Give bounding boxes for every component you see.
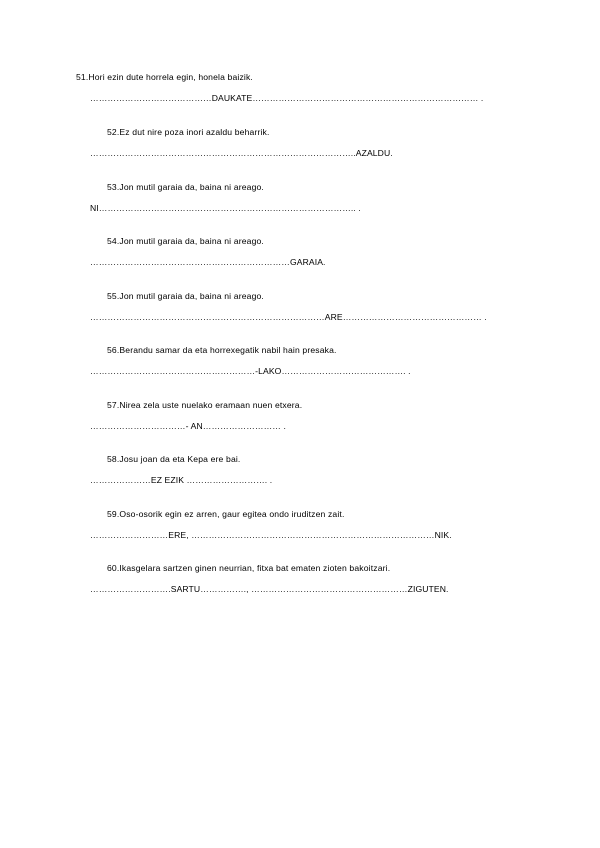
exercise-answer-line: …………………EZ EZIK ………………………. . [90,475,273,485]
exercise-prompt: 57.Nirea zela uste nuelako eramaan nuen etxera. [107,400,303,410]
exercise-prompt: 52.Ez dut nire poza inori azaldu beharrik. [107,127,270,137]
exercise-prompt: 59.Oso-osorik egin ez arren, gaur egitea ondo iruditzen zait. [107,509,345,519]
exercise-answer-line: ……………………………- AN……………………… . [90,421,286,431]
exercise-answer-line: ……………………….SARTU……………., ………………………………………………ZIGUTEN. [90,584,449,594]
exercise-answer-line: ………………………………………………………………………………..AZALDU. [90,148,393,158]
exercise-prompt: 60.Ikasgelara sartzen ginen neurrian, fitxa bat ematen zioten bakoitzari. [107,563,391,573]
exercise-prompt: 56.Berandu samar da eta horrexegatik nabil hain presaka. [107,345,337,355]
exercise-answer-line: ……………………………………DAUKATE…………………………………………………………………… . [90,93,484,103]
exercise-prompt: 55.Jon mutil garaia da, baina ni areago. [107,291,264,301]
exercise-prompt: 51.Hori ezin dute horrela egin, honela baizik. [76,72,253,82]
exercise-answer-line: ……………………………………………………………GARAIA. [90,257,326,267]
exercise-answer-line: ………………………ERE, …………………………………………………………………………NIK. [90,530,452,540]
exercise-prompt: 58.Josu joan da eta Kepa ere bai. [107,454,241,464]
exercise-answer-line: ………………………………………………………………………ARE………………………………………… . [90,312,487,322]
exercise-prompt: 53.Jon mutil garaia da, baina ni areago. [107,182,264,192]
exercise-answer-line: …………………………………………………-LAKO……………………………………. . [90,366,411,376]
exercise-prompt: 54.Jon mutil garaia da, baina ni areago. [107,236,264,246]
exercise-answer-line: NI…………………………………………………………………………….. . [90,203,361,213]
